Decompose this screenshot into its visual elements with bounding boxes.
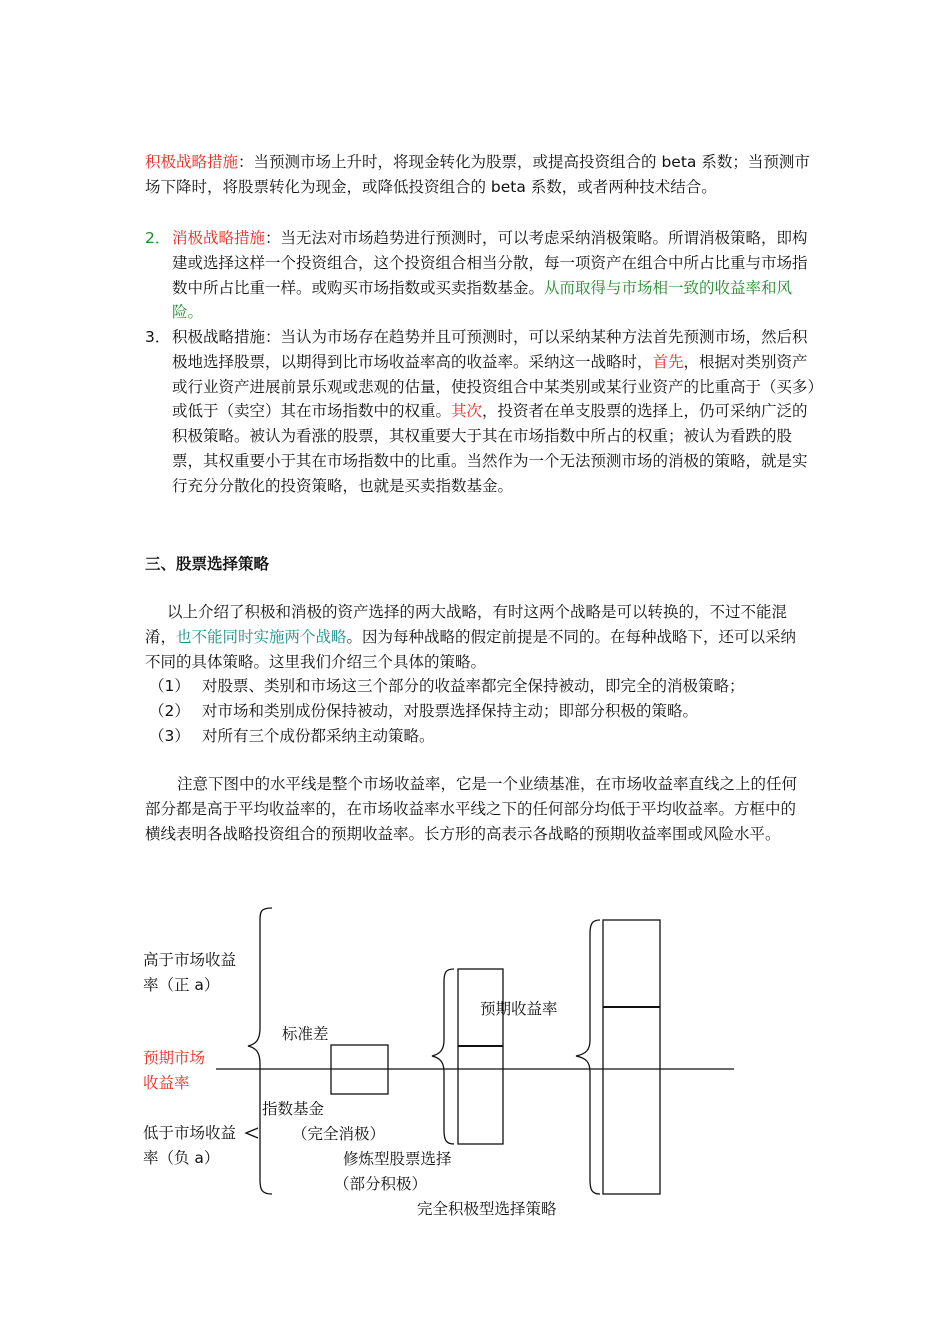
list-item-text: 对所有三个成份都采纳主动策略。 xyxy=(202,727,435,745)
intro-text-b: 。因为每种战略的假定前提是不同的。在每种战略下，还可以采纳不同的具体策略。这里我们介绍三个具体的策略。 xyxy=(145,627,797,671)
active-strategy-text: ：当预测市场上升时，将现金转化为股票，或提高投资组合的 beta 系数；当预测市场下降时，将股票转化为现金，或降低投资组合的 beta 系数，或者两种技术结合。 xyxy=(145,153,810,196)
item-2-number: 2． xyxy=(145,229,171,247)
list-item-text: 对股票、类别和市场这三个部分的收益率都完全保持被动，即完全的消极策略； xyxy=(202,677,745,695)
modified-selection-label: 修炼型股票选择 xyxy=(343,1150,452,1168)
list-item-label: （3） xyxy=(149,727,190,745)
above-market-label-1: 高于市场收益 xyxy=(143,951,237,969)
market-return-label-2: 收益率 xyxy=(143,1074,190,1092)
full-active-brace xyxy=(576,920,600,1194)
passive-strategy-highlight: 从而取得与市场相一致的收益率和风险。 xyxy=(172,278,793,322)
note-paragraph: 注意下图中的水平线是整个市场收益率，它是一个业绩基准，在市场收益率直线之上的任何部分都是高于平均收益率的，在市场收益率水平线之下的任何部分均低于平均收益率。方框中的横线表明各战略投资组合的预期收益率。长方形的高表示各战略的预期收益率围或风险水平。 xyxy=(145,775,798,843)
active-strategy-label: 积极战略措施 xyxy=(145,153,239,171)
passive-strategy-text: ：当无法对市场趋势进行预测时，可以考虑采纳消极策略。所谓消极策略，即构建或选择这样一个投资组合，这个投资组合相当分散，每一项资产在组合中所占比重与市场指数中所占比重一样。或购买市场指数或买卖指数基金。 xyxy=(172,229,808,297)
item-3-number: 3． xyxy=(145,328,171,346)
passive-strategy-label: 消极战略措施 xyxy=(172,229,266,247)
partial-active-label: （部分积极） xyxy=(334,1175,428,1193)
expected-return-label: 预期收益率 xyxy=(480,1000,558,1018)
std-dev-label: 标准差 xyxy=(282,1025,329,1043)
item-3-first: 首先 xyxy=(652,352,684,371)
intro-text-a: 以上介绍了积极和消极的资产选择的两大战略，有时这两个战略是可以转换的，不过不能混淆， xyxy=(145,603,788,646)
below-market-label-1: 低于市场收益 xyxy=(143,1124,237,1142)
modified-brace xyxy=(432,969,454,1144)
market-return-label-1: 预期市场 xyxy=(143,1049,206,1067)
index-fund-label: 指数基金 xyxy=(262,1100,325,1118)
below-market-label-2: 率（负 a） xyxy=(143,1149,220,1167)
list-item-label: （2） xyxy=(149,702,190,720)
intro-highlight: 也不能同时实施两个战略 xyxy=(176,627,347,646)
item-3-text-b: ，根据对类别资产或行业资产进展前景乐观或悲观的估量，使投资组合中某类别或某行业资产的比重高于（买多）或低于（卖空）其在市场指数中的权重。 xyxy=(172,352,816,421)
list-item-text: 对市场和类别成份保持被动，对股票选择保持主动；即部分积极的策略。 xyxy=(202,702,699,720)
full-active-label: 完全积极型选择策略 xyxy=(417,1200,557,1218)
list-item-label: （1） xyxy=(149,677,190,695)
above-market-label-2: 率（正 a） xyxy=(143,976,220,994)
modified-strategy-box xyxy=(458,969,503,1144)
item-3-text-c: ，投资者在单支股票的选择上，仍可采纳广泛的积极策略。被认为看涨的股票，其权重要大于其在市场指数中所占的权重；被认为看跌的股票，其权重要小于其在市场指数中的比重。当然作为一个无法预测市场的消极的策略，就是实行充分分散化的投资策略，也就是买卖指数基金。 xyxy=(172,402,808,495)
full-active-box xyxy=(603,920,660,1194)
item-3-text-a: 积极战略措施：当认为市场存在趋势并且可预测时，可以采纳某种方法首先预测市场，然后积极地选择股票，以期得到比市场收益率高的收益率。采纳这一战略时， xyxy=(172,328,808,371)
item-3-second: 其次 xyxy=(451,402,483,421)
left-brace xyxy=(248,908,272,1194)
section-heading: 三、股票选择策略 xyxy=(145,555,270,573)
fully-passive-label: （完全消极） xyxy=(292,1125,386,1143)
lower-brace-tip xyxy=(246,1128,258,1138)
